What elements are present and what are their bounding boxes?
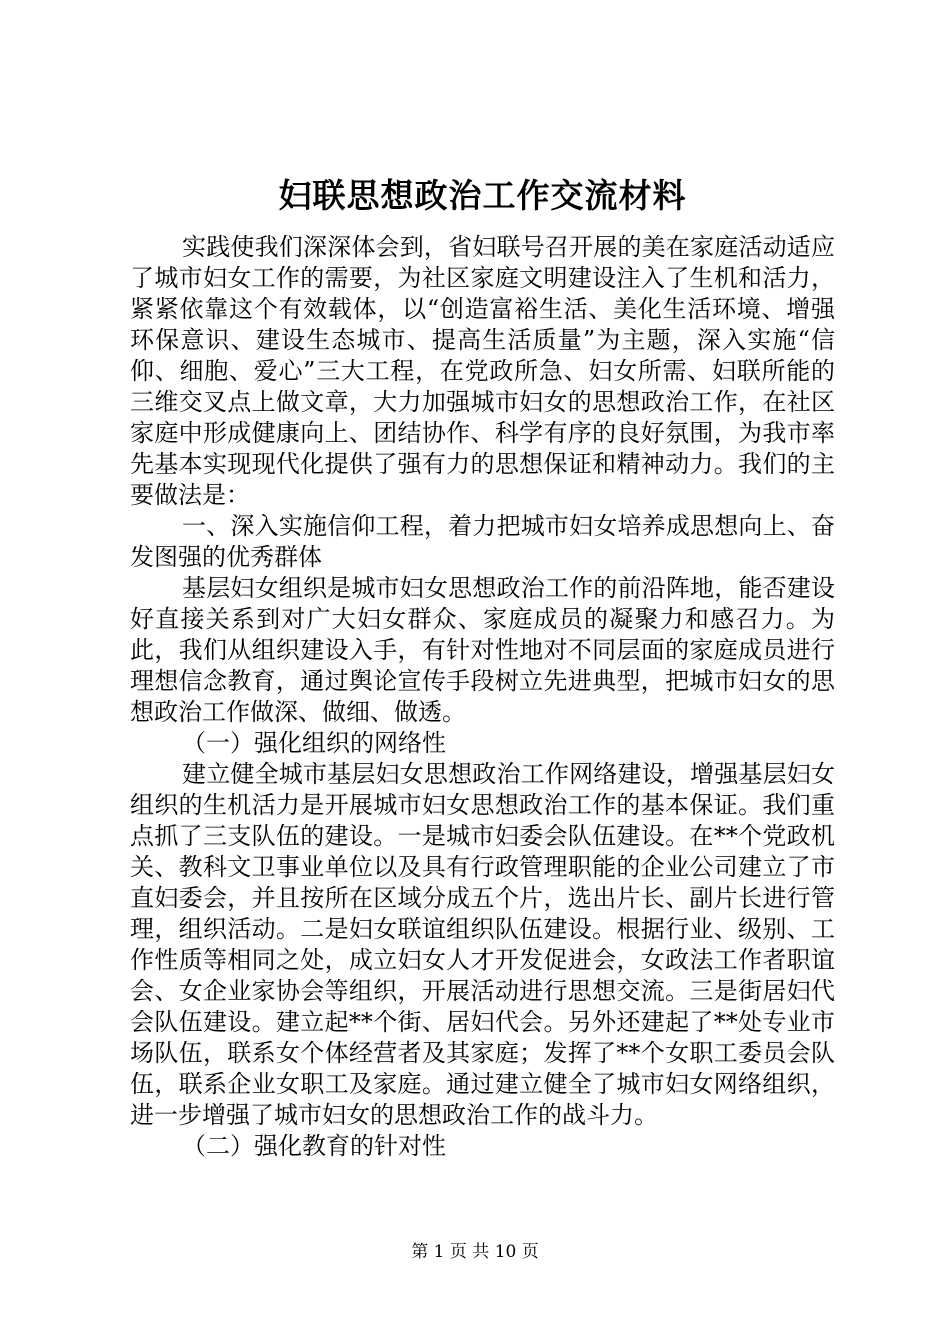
subsection-heading-1: （一）强化组织的网络性: [182, 729, 446, 757]
subsection-heading-2: （二）强化教育的针对性: [182, 1132, 446, 1160]
section-heading-1: 一、深入实施信仰工程，着力把城市妇女培养成思想向上、奋发图强的优秀群体: [130, 512, 835, 571]
document-page: [130, 176, 835, 1162]
body-paragraph: 建立健全城市基层妇女思想政治工作网络建设，增强基层妇女组织的生机活力是开展城市妇女思想政治工作的基本保证。我们重点抓了三支队伍的建设。一是城市妇委会队伍建设。在**个党政机关、教科文卫事业单位以及具有行政管理职能的企业公司建立了市直妇委会，并且按所在区域分成五个片，选出片长、副片长进行管理，组织活动。二是妇女联谊组织队伍建设。根据行业、级别、工作性质等相同之处，成立妇女人才开发促进会，女政法工作者职谊会、女企业家协会等组织，开展活动进行思想交流。三是街居妇代会队伍建设。建立起**个街、居妇代会。另外还建起了**处专业市场队伍，联系女个体经营者及其家庭；发挥了**个女职工委员会队伍，联系企业女职工及家庭。通过建立健全了城市妇女网络组织，进一步增强了城市妇女的思想政治工作的战斗力。: [130, 760, 835, 1129]
page-footer: 第 1 页 共 10 页: [411, 1242, 539, 1262]
intro-paragraph: 实践使我们深深体会到，省妇联号召开展的美在家庭活动适应了城市妇女工作的需要，为社区家庭文明建设注入了生机和活力，紧紧依靠这个有效载体，以“创造富裕生活、美化生活环境、增强环保意识、建设生态城市、提高生活质量”为主题，深入实施“信仰、细胞、爱心”三大工程，在党政所急、妇女所需、妇联所能的三维交叉点上做文章，大力加强城市妇女的思想政治工作，在社区家庭中形成健康向上、团结协作、科学有序的良好氛围，为我市率先基本实现现代化提供了强有力的思想保证和精神动力。我们的主要做法是：: [130, 233, 835, 509]
document-title: 妇联思想政治工作交流材料: [278, 176, 687, 215]
body-paragraph: 基层妇女组织是城市妇女思想政治工作的前沿阵地，能否建设好直接关系到对广大妇女群众、家庭成员的凝聚力和感召力。为此，我们从组织建设入手，有针对性地对不同层面的家庭成员进行理想信念教育，通过舆论宣传手段树立先进典型，把城市妇女的思想政治工作做深、做细、做透。: [130, 574, 835, 726]
